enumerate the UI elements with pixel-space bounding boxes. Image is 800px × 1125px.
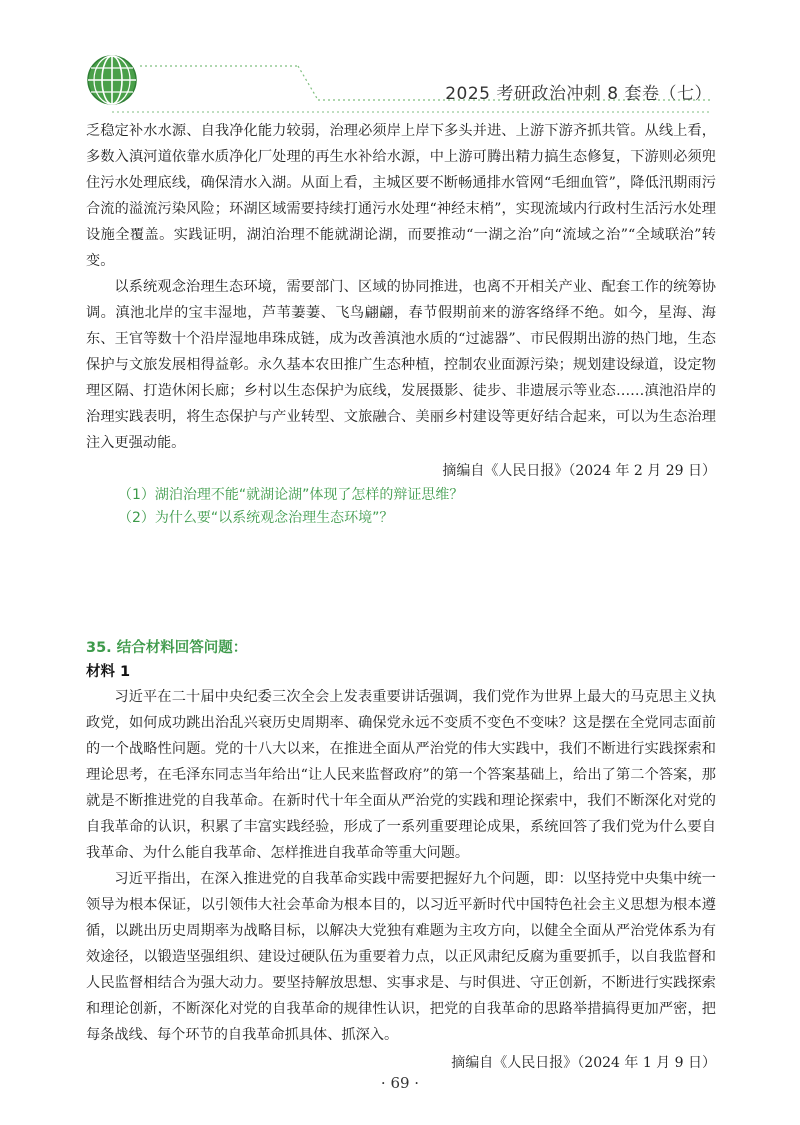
material-paragraph: 习近平指出，在深入推进党的自我革命实践中需要把握好九个问题，即：以坚持党中央集中统一领导为根本保证，以引领伟大社会革命为根本目的，以习近平新时代中国特色社会主义思想为根本遵循，以跳出历史周期率为战略目标，以解决大党独有难题为主攻方向，以健全全面从严治党体系为有效途径，以锻造坚强组织、建设过硬队伍为重要着力点，以正风肃纪反腐为重要抓手，以自我监督和人民监督相结合为强大动力。要坚持解放思想、实事求是、与时俱进、守正创新，不断进行实践探索和理论创新，不断深化对党的自我革命的规律性认识，把党的自我革命的思路举措搞得更加严密，把每条战线、每个环节的自我革命抓具体、抓深入。 <box>86 871 716 1043</box>
material-paragraph: 习近平在二十届中央纪委三次全会上发表重要讲话强调，我们党作为世界上最大的马克思主义执政党，如何成功跳出治乱兴衰历史周期率、确保党永远不变质不变色不变味？这是摆在全党同志面前的一个战略性问题。党的十八大以来，在推进全面从严治党的伟大实践中，我们不断进行实践探索和理论思考，在毛泽东同志当年给出“让人民来监督政府”的第一个答案基础上，给出了第二个答案，那就是不断推进党的自我革命。在新时代十年全面从严治党的实践和理论探索中，我们不断深化对党的自我革命的认识，积累了丰富实践经验，形成了一系列重要理论成果，系统回答了我们党为什么要自我革命、为什么能自我革命、怎样推进自我革命等重大问题。 <box>86 689 716 861</box>
page-header <box>0 0 800 120</box>
material-paragraph: 以系统观念治理生态环境，需要部门、区域的协同推进，也离不开相关产业、配套工作的统筹协调。滇池北岸的宝丰湿地，芦苇萋萋、飞鸟翩翩，春节假期前来的游客络绎不绝。如今，星海、海东、王官等数十个沿岸湿地串珠成链，成为改善滇池水质的“过滤器”、市民假期出游的热门地，生态保护与文旅发展相得益彰。永久基本农田推广生态种植，控制农业面源污染；规划建设绿道，设定物理区隔、打造休闲长廊；乡村以生态保护为底线，发展摄影、徒步、非遗展示等业态……滇池沿岸的治理实践表明，将生态保护与产业转型、文旅融合、美丽乡村建设等更好结合起来，可以为生态治理注入更强动能。 <box>86 279 716 451</box>
material-source: 摘编自《人民日报》（2024 年 2 月 29 日） <box>442 463 716 479</box>
question-35-material <box>86 684 716 1076</box>
material-continuation <box>86 118 716 530</box>
question-35-title: 35. 结合材料回答问题： <box>86 640 248 656</box>
question-1: （1）湖泊治理不能“就湖论湖”体现了怎样的辩证思维？ <box>118 487 464 503</box>
material-1-label: 材料 1 <box>86 664 131 680</box>
header-title: 2025 考研政治冲刺 8 套卷（七） <box>445 84 712 104</box>
question-2: （2）为什么要“以系统观念治理生态环境”？ <box>118 510 394 526</box>
material-paragraph: 乏稳定补水水源、自我净化能力较弱，治理必须岸上岸下多头并进、上游下游齐抓共管。从线上看，多数入滇河道依靠水质净化厂处理的再生水补给水源，中上游可腾出精力搞生态修复，下游则必须兜住污水处理底线，确保清水入湖。从面上看，主城区要不断畅通排水管网“毛细血管”，降低汛期雨污合流的溢流污染风险；环湖区域需要持续打通污水处理“神经末梢”，实现流域内行政村生活污水处理设施全覆盖。实践证明，湖泊治理不能就湖论湖，而要推动“一湖之治”向“流域之治”“全域联治”转变。 <box>86 123 716 269</box>
page-number: · 69 · <box>380 1074 420 1092</box>
material-source: 摘编自《人民日报》（2024 年 1 月 9 日） <box>451 1055 716 1071</box>
globe-icon <box>88 56 136 104</box>
